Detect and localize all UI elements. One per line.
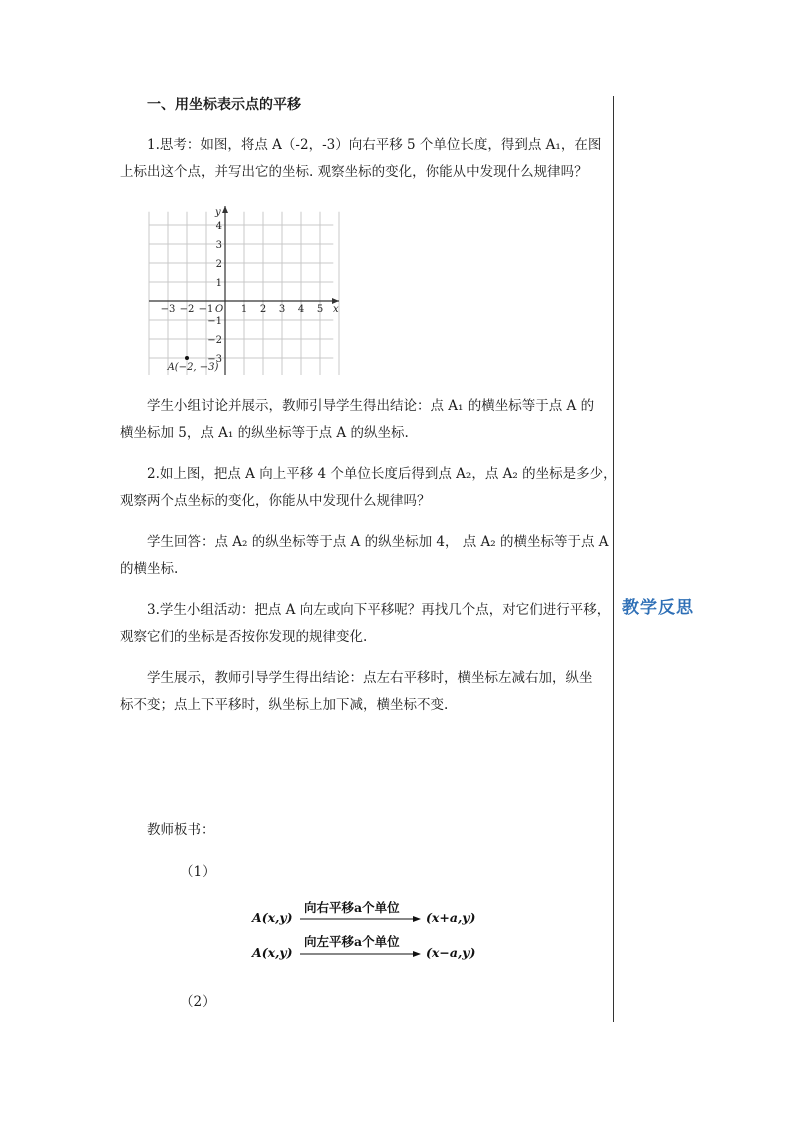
paragraph-line: 学生回答：点 A₂ 的纵坐标等于点 A 的纵坐标加 4， 点 A₂ 的横坐标等于点 A	[147, 534, 609, 550]
paragraph-think	[120, 132, 605, 186]
paragraph-line: 的横坐标.	[120, 561, 179, 577]
y-tick-label: 1	[215, 278, 222, 289]
board-item-2: （2）	[180, 994, 216, 1010]
x-tick-label: 2	[259, 304, 267, 315]
y-tick-label: −3	[207, 354, 222, 365]
section-heading: 一、用坐标表示点的平移	[147, 97, 301, 113]
formula-row1-arrow-label: 向右平移a个单位	[304, 900, 400, 915]
x-axis-label: x	[333, 304, 339, 315]
paragraph-line: 观察它们的坐标是否按你发现的规律变化.	[120, 629, 368, 645]
column-divider	[613, 96, 614, 1022]
x-tick-label: −3	[160, 304, 176, 315]
y-tick-label: −2	[207, 335, 222, 346]
board-label: 教师板书：	[147, 822, 215, 838]
paragraph-conclusion-1	[120, 393, 605, 447]
x-tick-label: −2	[179, 304, 195, 315]
paragraph-line: 2.如上图，把点 A 向上平移 4 个单位长度后得到点 A₂，点 A₂ 的坐标是多少，	[147, 466, 617, 482]
paragraph-line: 上标出这个点，并写出它的坐标. 观察坐标的变化，你能从中发现什么规律吗？	[120, 164, 588, 180]
x-tick-label: 1	[240, 304, 248, 315]
paragraph-line: 3.学生小组活动：把点 A 向左或向下平移呢？再找几个点，对它们进行平移，	[147, 602, 611, 618]
y-axis-label: y	[215, 207, 221, 218]
paragraph-line: 横坐标加 5，点 A₁ 的纵坐标等于点 A 的纵坐标.	[120, 425, 409, 441]
paragraph-line: 1.思考：如图，将点 A（-2，-3）向右平移 5 个单位长度，得到点 A₁，在图	[147, 137, 602, 153]
y-tick-label: 2	[215, 259, 222, 270]
y-tick-label: −1	[207, 316, 222, 327]
x-tick-label: 4	[297, 304, 305, 315]
paragraph-line: 学生展示，教师引导学生得出结论：点左右平移时，横坐标左减右加，纵坐	[147, 670, 593, 686]
point-a	[185, 356, 189, 360]
chart-grid	[149, 212, 339, 375]
y-tick-label: 3	[215, 240, 222, 251]
x-tick-label: −1	[198, 304, 214, 315]
board-item-1: （1）	[180, 864, 216, 880]
y-axis-arrow	[222, 206, 228, 213]
paragraph-line: 观察两个点坐标的变化，你能从中发现什么规律吗？	[120, 493, 431, 509]
paragraph-question-2	[120, 461, 617, 515]
coordinate-grid-chart	[148, 203, 353, 375]
translation-formula	[248, 896, 488, 966]
formula-row1-right: (x+a,y)	[426, 910, 476, 925]
origin-label: O	[215, 304, 224, 315]
paragraph-line: 学生小组讨论并展示，教师引导学生得出结论：点 A₁ 的横坐标等于点 A 的	[147, 398, 595, 414]
point-a-label: A(−2, −3)	[167, 362, 219, 373]
paragraph-answer-2	[120, 529, 609, 583]
y-tick-label: 4	[215, 221, 222, 232]
x-tick-label: 3	[278, 304, 286, 315]
teaching-reflection-label: 教学反思	[622, 598, 694, 618]
paragraph-activity-3	[120, 597, 611, 651]
formula-row1-left: A(x,y)	[252, 910, 293, 925]
x-tick-label: 5	[316, 304, 324, 315]
formula-row2-left: A(x,y)	[252, 945, 293, 960]
paragraph-line: 标不变；点上下平移时，纵坐标上加下减，横坐标不变.	[120, 697, 449, 713]
formula-row2-arrow-label: 向左平移a个单位	[304, 934, 400, 949]
paragraph-conclusion-2	[120, 665, 605, 719]
formula-row2-right: (x−a,y)	[426, 945, 476, 960]
